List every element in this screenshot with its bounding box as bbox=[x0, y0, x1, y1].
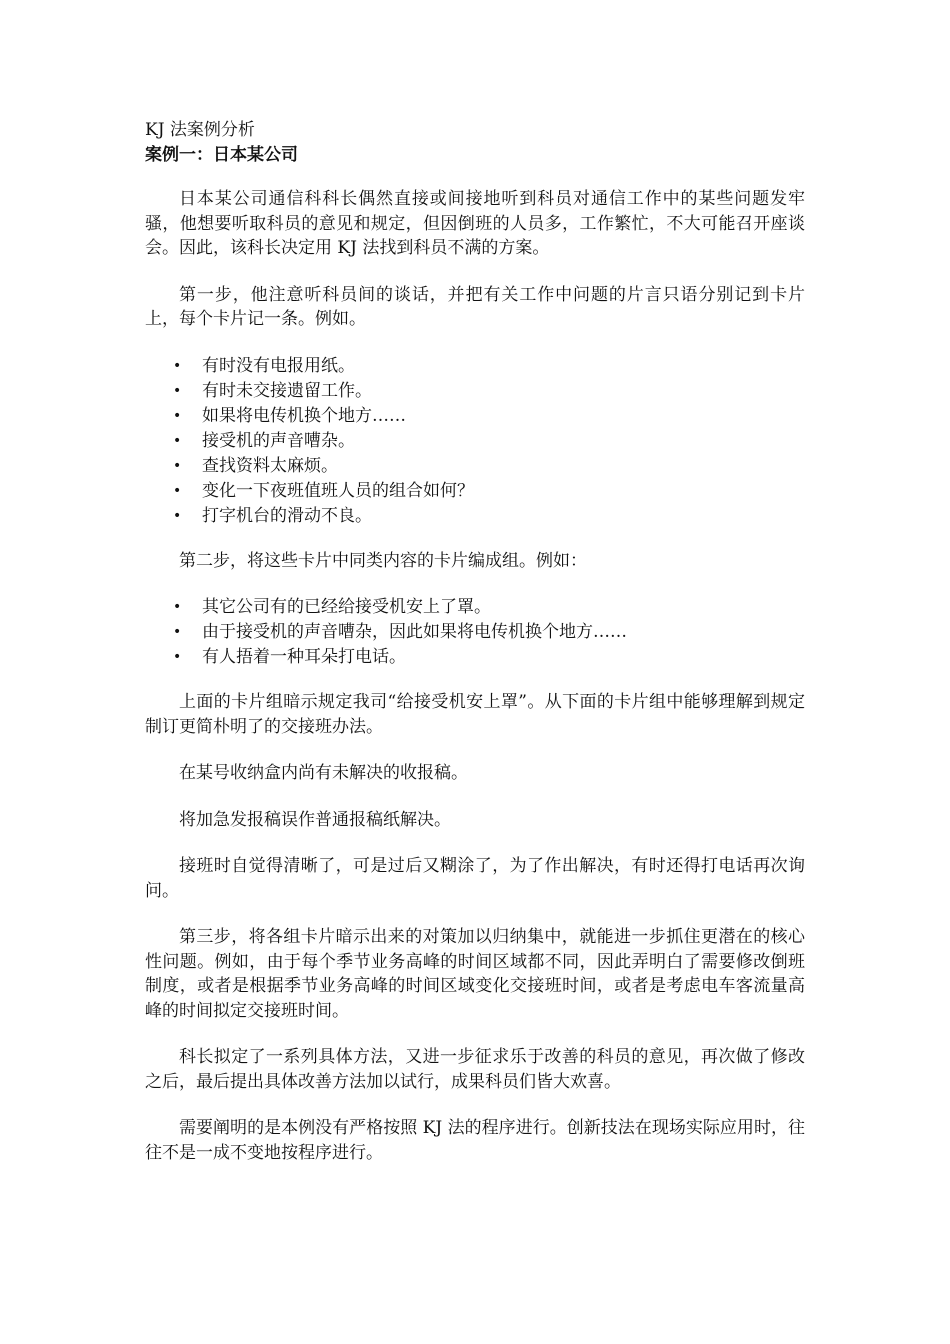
document-page bbox=[145, 118, 805, 1187]
paragraph-result: 科长拟定了一系列具体方法，又进一步征求乐于改善的科员的意见，再次做了修改之后，最后提出具体改善方法加以试行，成果科员们皆大欢喜。 bbox=[145, 1047, 805, 1092]
list-item bbox=[145, 354, 805, 379]
paragraph-card-example-1: 在某号收纳盒内尚有未解决的收报稿。 bbox=[179, 763, 468, 783]
list-item-text: 有时未交接遗留工作。 bbox=[202, 380, 372, 401]
list-item-text: 变化一下夜班值班人员的组合如何？ bbox=[202, 480, 474, 501]
bullet-icon: • bbox=[173, 649, 182, 665]
step2-group-list bbox=[145, 595, 805, 670]
bullet-icon: • bbox=[173, 357, 182, 374]
list-item bbox=[145, 595, 805, 620]
paragraph-note: 需要阐明的是本例没有严格按照 KJ 法的程序进行。创新技法在现场实际应用时，往往不是一成不变地按程序进行。 bbox=[145, 1118, 805, 1163]
list-item-text: 有时没有电报用纸。 bbox=[202, 355, 355, 376]
bullet-icon: • bbox=[173, 507, 182, 524]
list-item-text: 查找资料太麻烦。 bbox=[202, 455, 338, 476]
bullet-icon: • bbox=[173, 457, 182, 474]
bullet-icon: • bbox=[173, 599, 182, 615]
paragraph-intro: 日本某公司通信科科长偶然直接或间接地听到科员对通信工作中的某些问题发牢骚，他想要听取科员的意见和规定，但因倒班的人员多，工作繁忙，不大可能召开座谈会。因此，该科长决定用 KJ 法找到科员不满的方案。 bbox=[145, 189, 805, 258]
document-title: KJ 法案例分析 bbox=[145, 120, 255, 140]
list-item-text: 接受机的声音嘈杂。 bbox=[202, 430, 355, 451]
list-item bbox=[145, 645, 805, 670]
list-item-text: 由于接受机的声音嘈杂，因此如果将电传机换个地方…… bbox=[202, 622, 627, 642]
list-item bbox=[145, 479, 805, 504]
list-item bbox=[145, 454, 805, 479]
list-item bbox=[145, 379, 805, 404]
paragraph-step-1: 第一步，他注意听科员间的谈话，并把有关工作中问题的片言只语分别记到卡片上，每个卡片记一条。例如。 bbox=[145, 284, 805, 329]
paragraph-card-example-3: 接班时自觉得清晰了，可是过后又糊涂了，为了作出解决，有时还得打电话再次询问。 bbox=[145, 856, 805, 901]
paragraph-step-3: 第三步，将各组卡片暗示出来的对策加以归纳集中，就能进一步抓住更潜在的核心性问题。例如，由于每个季节业务高峰的时间区域都不同，因此弄明白了需要修改倒班制度，或者是根据季节业务高峰的时间区域变化交接班时间，或者是考虑电车客流量高峰的时间拟定交接班时间。 bbox=[145, 927, 805, 1021]
step1-card-list bbox=[145, 354, 805, 529]
bullet-icon: • bbox=[173, 382, 182, 399]
list-item-text: 如果将电传机换个地方…… bbox=[202, 405, 406, 426]
case-title: 案例一：日本某公司 bbox=[145, 144, 298, 165]
list-item bbox=[145, 620, 805, 645]
bullet-icon: • bbox=[173, 407, 182, 424]
list-item-text: 有人捂着一种耳朵打电话。 bbox=[202, 647, 406, 667]
list-item bbox=[145, 429, 805, 454]
list-item-text: 其它公司有的已经给接受机安上了罩。 bbox=[202, 597, 491, 617]
list-item bbox=[145, 404, 805, 429]
paragraph-card-example-2: 将加急发报稿误作普通报稿纸解决。 bbox=[179, 809, 451, 830]
bullet-icon: • bbox=[173, 624, 182, 640]
paragraph-group-meaning: 上面的卡片组暗示规定我司“给接受机安上罩”。从下面的卡片组中能够理解到规定制订更简朴明了的交接班办法。 bbox=[145, 692, 805, 737]
paragraph-step-2: 第二步，将这些卡片中同类内容的卡片编成组。例如： bbox=[179, 550, 587, 571]
list-item-text: 打字机台的滑动不良。 bbox=[202, 505, 372, 526]
bullet-icon: • bbox=[173, 432, 182, 449]
list-item bbox=[145, 504, 805, 529]
bullet-icon: • bbox=[173, 482, 182, 499]
